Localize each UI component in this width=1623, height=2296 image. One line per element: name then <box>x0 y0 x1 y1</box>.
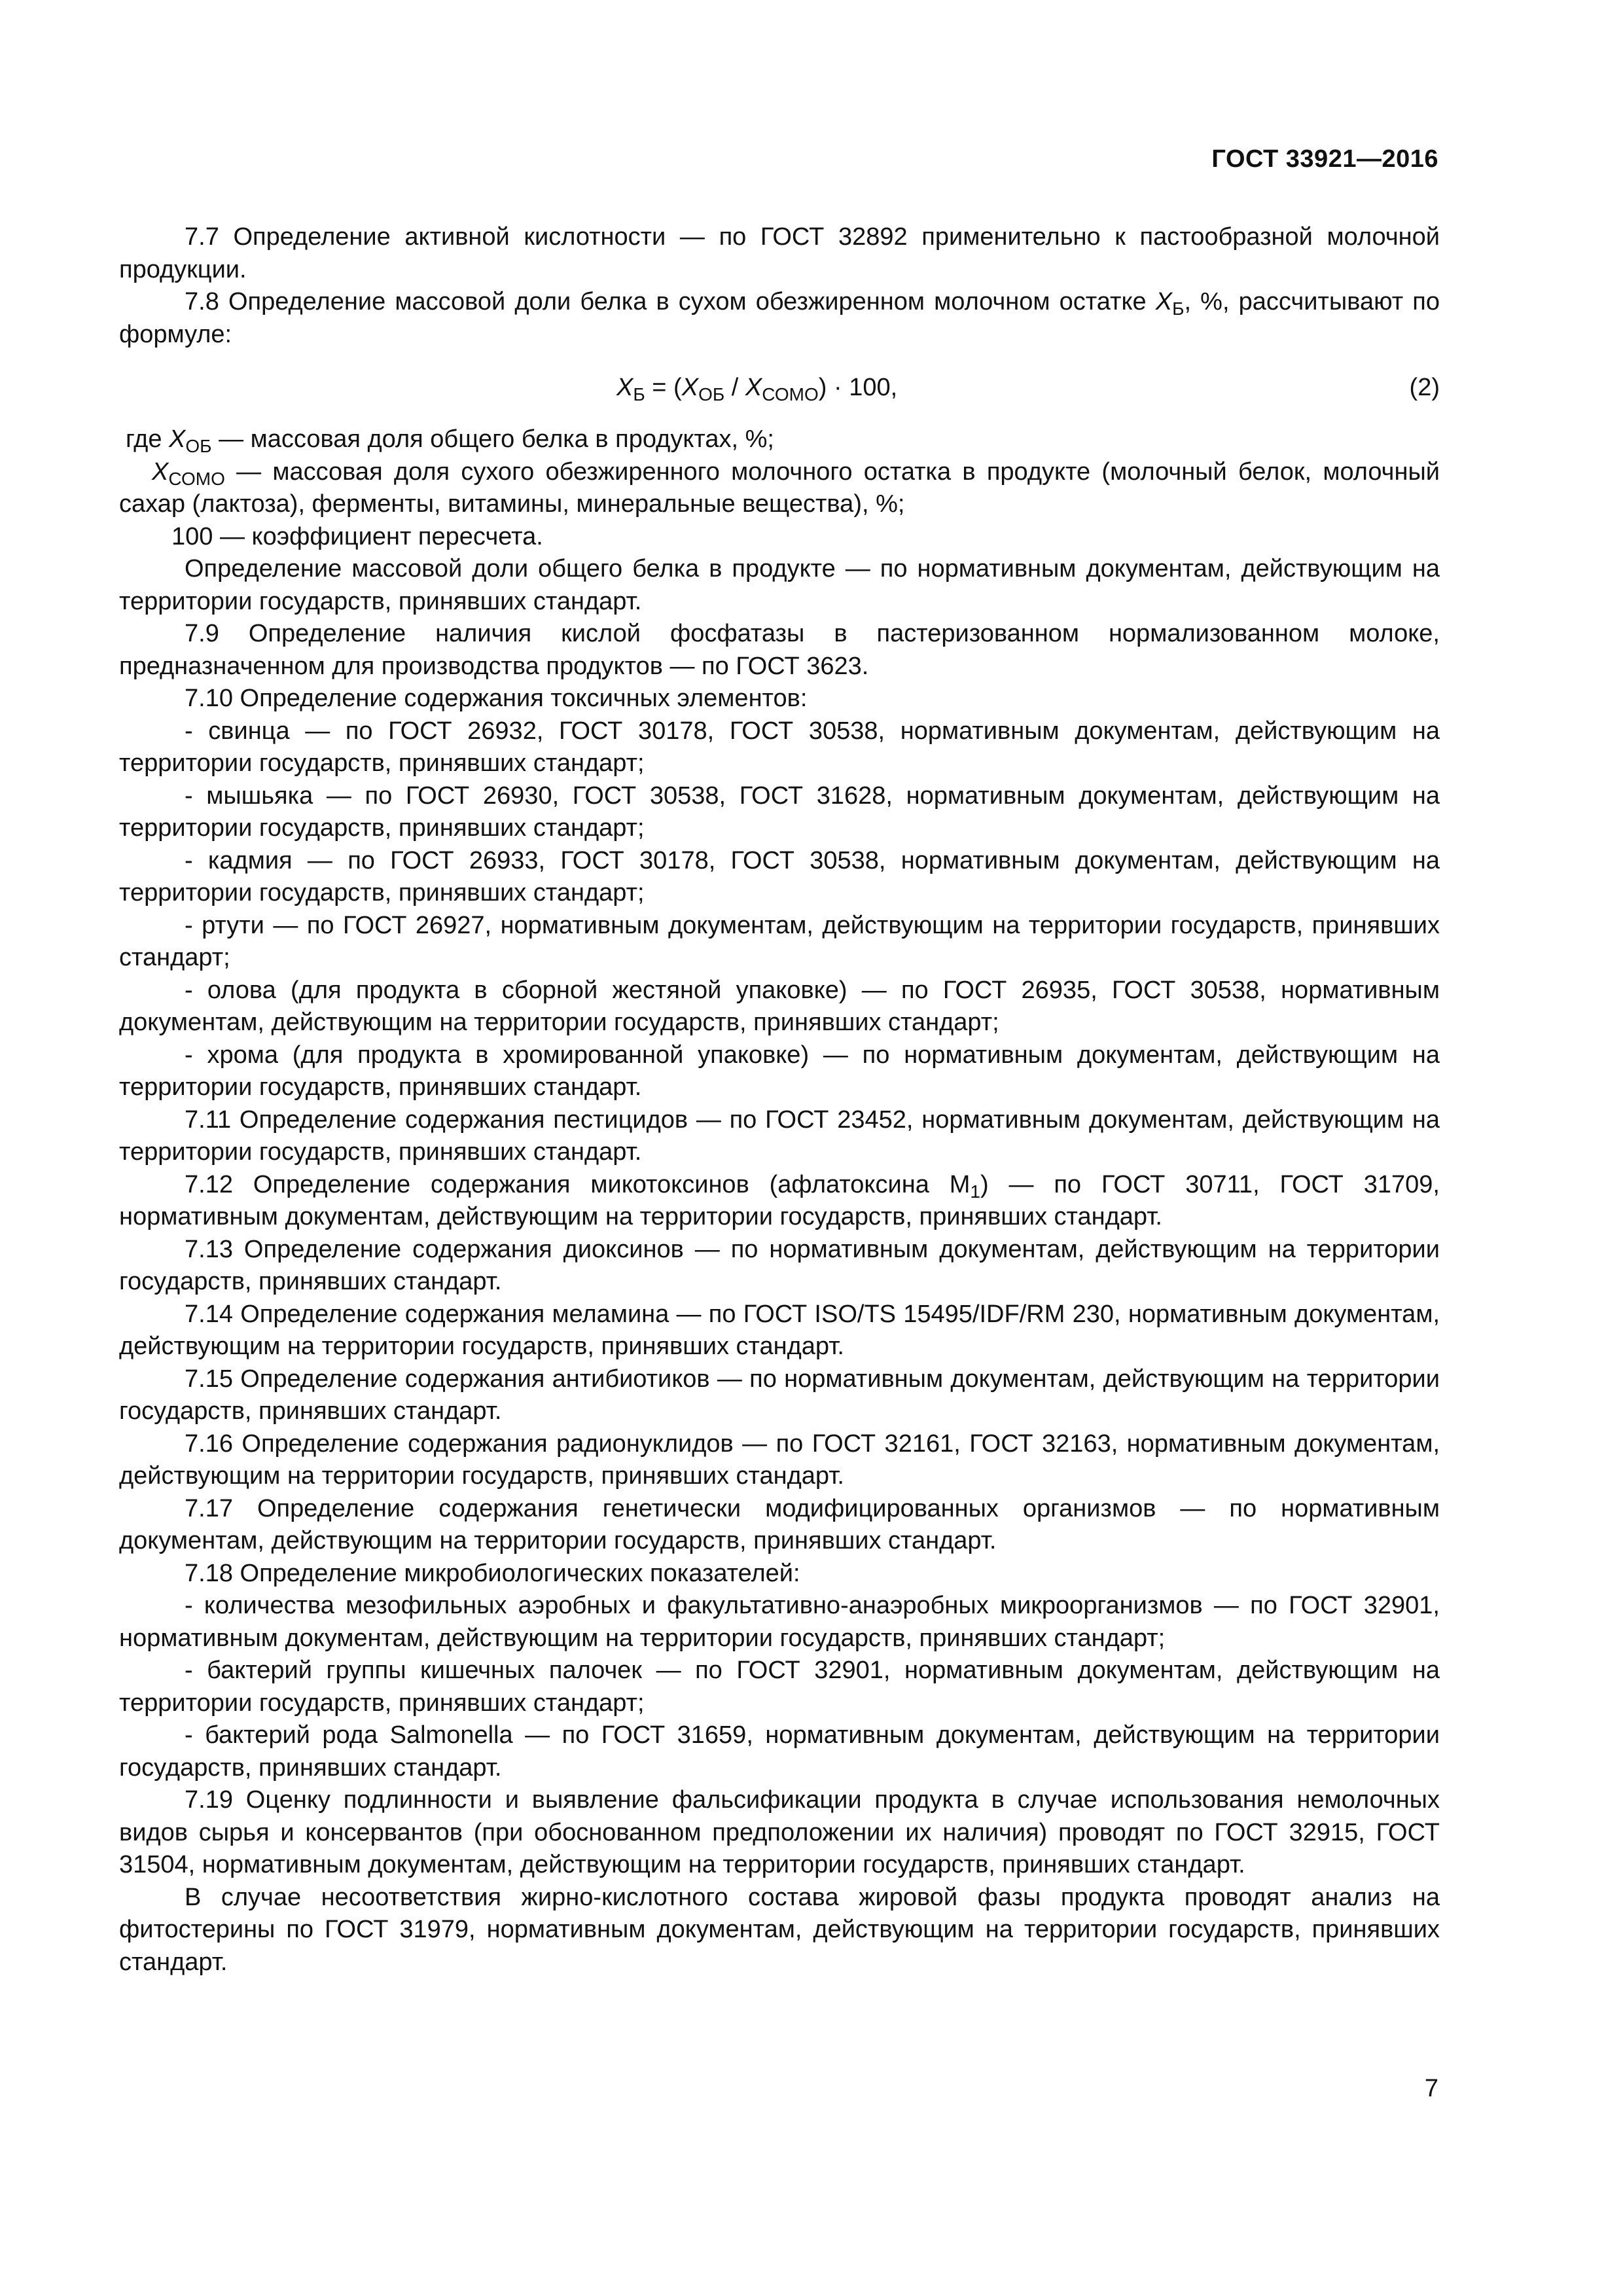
paragraph-7-12-sub: 1 <box>970 1181 980 1202</box>
document-header: ГОСТ 33921—2016 <box>1211 145 1438 173</box>
paragraph-7-7: 7.7 Определение активной кислотности — по ГОСТ 32892 применительно к пастообразной молочной продукции. <box>119 223 1440 283</box>
paragraph-7-8-text-a: 7.8 Определение массовой доли белка в сухом обезжиренном молочном остатке <box>185 288 1156 315</box>
list-item-cadmium: - кадмия — по ГОСТ 26933, ГОСТ 30178, ГОСТ 30538, нормативным документам, действующим на территории государств, принявших стандарт; <box>119 846 1440 906</box>
paragraph-7-17: 7.17 Определение содержания генетически модифицированных организмов — по нормативным документам, действующим на территории государств, принявших стандарт. <box>119 1494 1440 1554</box>
paragraph-7-14: 7.14 Определение содержания меламина — по ГОСТ ISO/TS 15495/IDF/RM 230, нормативным документам, действующим на территории государств, принявших стандарт. <box>119 1300 1440 1360</box>
where-text: — массовая доля общего белка в продуктах, %; <box>211 425 774 453</box>
paragraph-total-protein: Определение массовой доли общего белка в продукте — по нормативным документам, действующим на территории государств, принявших стандарт. <box>119 555 1440 615</box>
como-sub: СОМО <box>168 468 225 489</box>
list-item-chromium: - хрома (для продукта в хромированной упаковке) — по нормативным документам, действующим на территории государств, принявших стандарт. <box>119 1041 1440 1101</box>
como-var: X <box>152 457 169 486</box>
formula-slash: / <box>724 374 745 401</box>
formula-expression <box>616 372 897 404</box>
paragraph-7-16: 7.16 Определение содержания радионуклидов — по ГОСТ 32161, ГОСТ 32163, нормативным документам, действующим на территории государств, принявших стандарт. <box>119 1429 1440 1490</box>
list-item-arsenic: - мышьяка — по ГОСТ 26930, ГОСТ 30538, ГОСТ 31628, нормативным документам, действующим на территории государств, принявших стандарт; <box>119 781 1440 842</box>
where-prefix: где <box>126 425 169 453</box>
paragraph-7-8 <box>119 286 1440 351</box>
paragraph-7-10: 7.10 Определение содержания токсичных элементов: <box>185 685 808 712</box>
where-sub: ОБ <box>185 436 212 456</box>
list-item-lead: - свинца — по ГОСТ 26932, ГОСТ 30178, ГОСТ 30538, нормативным документам, действующим на территории государств, принявших стандарт; <box>119 717 1440 777</box>
paragraph-7-12-text-a: 7.12 Определение содержания микотоксинов (афлатоксина М <box>185 1170 971 1198</box>
list-item-coliform: - бактерий группы кишечных палочек — по ГОСТ 32901, нормативным документам, действующим на территории государств, принявших стандарт; <box>119 1657 1440 1717</box>
paragraph-7-12 <box>119 1169 1440 1234</box>
paragraph-7-15: 7.15 Определение содержания антибиотиков — по нормативным документам, действующим на территории государств, принявших стандарт. <box>119 1365 1440 1425</box>
list-item-salmonella: - бактерий рода Salmonella — по ГОСТ 31659, нормативным документам, действующим на территории государств, принявших стандарт. <box>119 1721 1440 1782</box>
formula-var-lhs: X <box>616 374 633 401</box>
formula-2 <box>119 355 1440 423</box>
paragraph-7-11: 7.11 Определение содержания пестицидов — по ГОСТ 23452, нормативным документам, действующим на территории государств, принявших стандарт. <box>119 1105 1440 1166</box>
variable-subscript: Б <box>1172 298 1185 319</box>
paragraph-7-8-text-b: , %, рассчитывают по формуле: <box>119 288 1440 348</box>
formula-var-num: X <box>681 374 699 401</box>
document-body <box>119 221 1440 1979</box>
formula-sub-den: СОМО <box>762 384 819 404</box>
list-item-mercury: - ртути — по ГОСТ 26927, нормативным документам, действующим на территории государств, принявших стандарт; <box>119 911 1440 971</box>
where-x-como <box>119 456 1440 521</box>
paragraph-7-13: 7.13 Определение содержания диоксинов — по нормативным документам, действующим на территории государств, принявших стандарт. <box>119 1235 1440 1295</box>
variable-x: X <box>1155 288 1173 315</box>
formula-rest: ) · 100, <box>818 374 898 401</box>
paragraph-phytosterols: В случае несоответствия жирно-кислотного состава жировой фазы продукта проводят анализ на фитостерины по ГОСТ 31979, нормативным документам, действующим на территории государств, принявших стандарт. <box>119 1883 1440 1976</box>
where-x-ob <box>119 423 1440 456</box>
where-var: X <box>169 425 186 453</box>
formula-number: (2) <box>1409 374 1440 401</box>
page-number: 7 <box>1424 2075 1438 2102</box>
formula-var-den: X <box>745 374 762 401</box>
paragraph-7-18: 7.18 Определение микробиологических показателей: <box>185 1559 800 1587</box>
como-text: — массовая доля сухого обезжиренного молочного остатка в продукте (молочный белок, молочный сахар (лактоза), ферменты, витамины, минеральные вещества), %; <box>119 457 1440 518</box>
paragraph-7-19: 7.19 Оценку подлинности и выявление фальсификации продукта в случае использования немолочных видов сырья и консервантов (при обоснованном предположении их наличия) проводят по ГОСТ 32915, ГОСТ 31504, нормативным документам, действующим на территории государств, принявших стандарт. <box>119 1786 1440 1878</box>
paragraph-7-9: 7.9 Определение наличия кислой фосфатазы в пастеризованном нормализованном молоке, предназначенном для производства продуктов — по ГОСТ 3623. <box>119 620 1440 680</box>
formula-sub-lhs: Б <box>633 384 645 404</box>
list-item-mesophilic: - количества мезофильных аэробных и факультативно-анаэробных микроорганизмов — по ГОСТ 32901, нормативным документам, действующим на территории государств, принявших стандарт; <box>119 1592 1440 1652</box>
paragraph-7-12-text-b: ) — по ГОСТ 30711, ГОСТ 31709, нормативным документам, действующим на территории государств, принявших стандарт. <box>119 1170 1440 1230</box>
formula-sub-num: ОБ <box>698 384 725 404</box>
list-item-tin: - олова (для продукта в сборной жестяной упаковке) — по ГОСТ 26935, ГОСТ 30538, нормативным документам, действующим на территории государств, принявших стандарт; <box>119 976 1440 1036</box>
formula-op-open: = ( <box>645 374 682 401</box>
where-100: 100 — коэффициент пересчета. <box>171 522 543 550</box>
